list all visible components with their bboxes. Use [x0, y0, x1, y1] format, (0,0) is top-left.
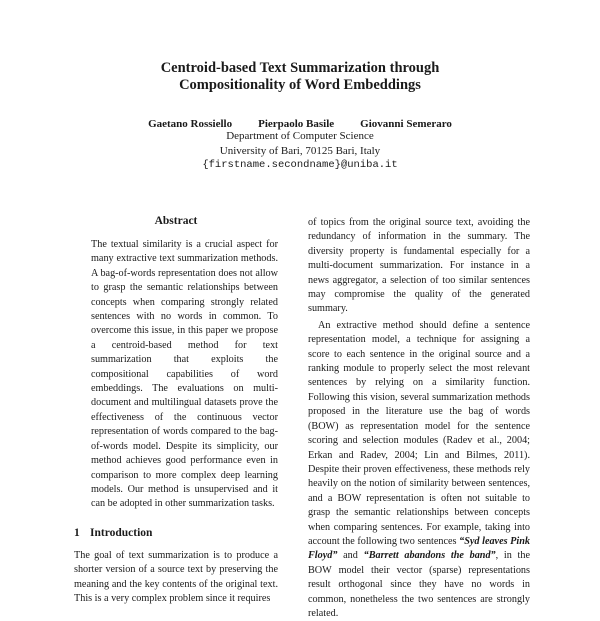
- university: University of Bari, 70125 Bari, Italy: [219, 144, 381, 157]
- title-line-1: Centroid-based Text Summarization through: [160, 60, 440, 76]
- right-paragraph-2: [308, 319, 530, 621]
- section-title: Introduction: [90, 526, 153, 539]
- title-line-2: Compositionality of Word Embeddings: [179, 77, 421, 93]
- department: Department of Computer Science: [226, 130, 374, 142]
- example-sentence-1: “Syd leaves Pink Floyd”: [308, 535, 530, 562]
- paragraph-text-end: , in the BOW model their vector (sparse) representations result orthogonal since they have no words in common, nonetheless the two sentences are strongly related.: [308, 550, 531, 619]
- example-sentence-2: “Barrett abandons the band”: [363, 550, 496, 562]
- right-column: [308, 216, 530, 621]
- paragraph-text: An extractive method should define a sentence representation model, a technique for assigning a score to each sentence in the original source and a ranking module to properly select the most relevant sentences by relying on a similarity function. Following this vision, several summarization methods proposed in the literature use the bag of words (BOW) as representation model for the sentence scoring and selection modules (Radev et al., 2004; Erkan and Radev, 2004; Lin and Bilmes, 2011). Despite their proven effectiveness, these methods rely heavily on the notion of similarity between sentences, and a BOW representation is often not suitable to grasp the semantic relationships between concepts when comparing sentences. For example, taking into account the following two sentences: [308, 319, 530, 547]
- author-name: Gaetano Rossiello: [148, 118, 233, 130]
- author-name: Pierpaolo Basile: [258, 118, 335, 130]
- conjunction: and: [343, 550, 358, 562]
- author-name: Giovanni Semeraro: [360, 118, 452, 130]
- intro-paragraph: The goal of text summarization is to produce a shorter version of a source text by preserving the meaning and the key contents of the original text. This is a very complex problem since it requires: [74, 549, 278, 604]
- email: {firstname.secondname}@uniba.it: [202, 159, 398, 171]
- abstract-text: The textual similarity is a crucial aspect for many extractive text summarization methods. A bag-of-words representation does not allow to grasp the semantic relationships between concepts when comparing strongly related sentences with no words in common. To overcome this issue, in this paper we propose a centroid-based method for text summarization that exploits the compositional capabilities of word embeddings. The evaluations on multi-document and multilingual datasets prove the effectiveness of the continuous vector representation of words compared to the bag-of-words model. Despite its simplicity, our method achieves good performance even in comparison to more complex deep learning models. Our method is unsupervised and it can be adopted in other summarization tasks.: [91, 239, 278, 510]
- affiliation: [60, 129, 540, 173]
- section-heading-introduction: [74, 526, 278, 540]
- section-number: 1: [74, 526, 80, 539]
- left-column: [74, 213, 278, 606]
- abstract-heading: Abstract: [154, 215, 198, 227]
- right-paragraph-1: of topics from the original source text, avoiding the redundancy of information in the summary. The diversity property is fundamental especially for a multi-document summarization. For instance in a news aggregator, a selection of too similar sentences may compromise the quality of the generated summary.: [308, 217, 530, 315]
- paper-title: [60, 60, 540, 94]
